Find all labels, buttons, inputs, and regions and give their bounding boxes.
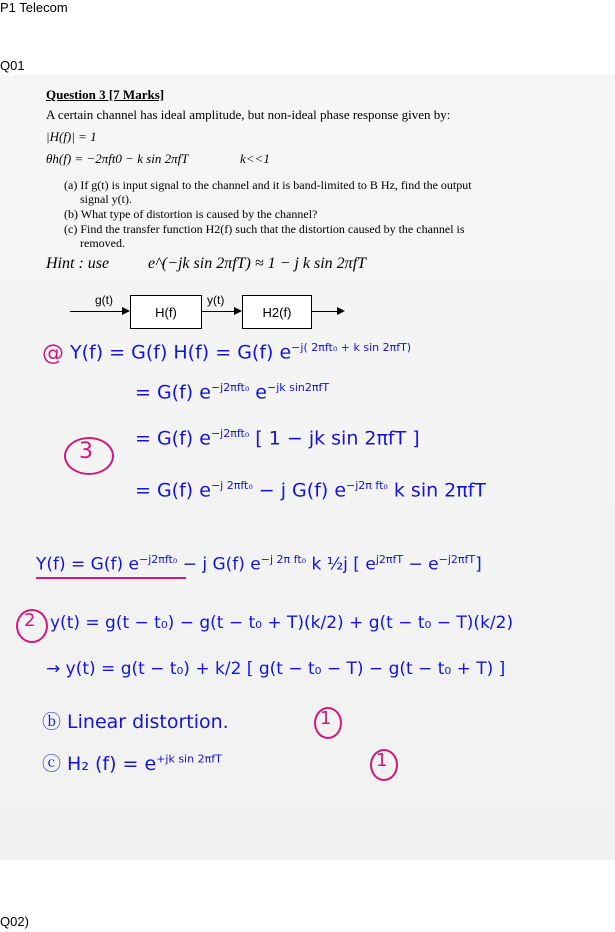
solution-line-6: y(t) = g(t − t₀) − g(t − t₀ + T)(k/2) + g(t − t₀ − T)(k/2) [50, 613, 514, 633]
mark-underline [36, 577, 186, 579]
mark-c: 1 [376, 750, 388, 771]
solution-line-4: = G(f) $e^{-j 2\pi ft_0} - j$ G(f) $e^{-j2\pi ft_0}$ k sin 2πfT [135, 479, 486, 502]
equalizer-block: H2(f) [242, 295, 312, 329]
hint-label: Hint : use [46, 255, 110, 272]
solution-line-7: → y(t) = g(t − t₀) + k/2 [ g(t − t₀ − T) − g(t − t₀ + T) ] [46, 659, 506, 679]
scanned-answer-sheet [0, 75, 615, 860]
question-title: Question 3 [7 Marks] [46, 87, 165, 102]
solution-line-2: = G(f) $e^{-j2\pi ft_0}$ $e^{-jk sin2\pi fT}$ [135, 381, 330, 404]
channel-block: H(f) [130, 295, 202, 329]
mark-b: 1 [320, 708, 332, 729]
output-signal-label: y(t) [207, 293, 225, 307]
part-a-text-cont: signal y(t). [80, 192, 132, 206]
page-header: P1 Telecom [0, 0, 68, 15]
input-arrowhead [122, 307, 130, 315]
solution-line-3: = G(f) $e^{-j2\pi ft_0}$ [ 1 − jk sin 2πfT ] [135, 427, 420, 450]
phase-condition: k<<1 [240, 151, 270, 166]
q01-label: Q01 [0, 58, 25, 73]
input-signal-label: g(t) [95, 293, 113, 307]
part-c-answer: ⓒ H₂ $(f) = e^{+jk sin 2\pi fT}$ [42, 752, 222, 775]
output-arrow-line [311, 311, 337, 312]
part-a-text: (a) If g(t) is input signal to the channel and it is band-limited to B Hz, find the output [64, 178, 472, 192]
solution-line-1: Y(f) = G(f) H(f) = G(f) $e^{-j( 2\pi ft_0 + k sin 2\pi fT)}$ [70, 341, 412, 364]
middle-arrow-line [201, 311, 234, 312]
solution-line-5: Y(f) = G(f) $e^{-j2\pi ft_0} - j$ G(f) $e^{-j 2\pi ft_0}$ k ½j [ $e^{j2\pi fT} - e^{-j2\pi fT}$] [36, 553, 482, 575]
input-arrow-line [70, 311, 122, 312]
q02-label: Q02) [0, 914, 29, 929]
output-arrowhead [337, 307, 345, 315]
part-a-marker: @ [42, 341, 64, 366]
mark-a-total: 3 [79, 439, 93, 464]
question-intro: A certain channel has ideal amplitude, but non-ideal phase response given by: [46, 107, 451, 122]
part-c-text: (c) Find the transfer function H2(f) such that the distortion caused by the channel is [64, 222, 465, 236]
middle-arrowhead [234, 307, 242, 315]
amplitude-equation: |H(f)| = 1 [46, 129, 97, 144]
phase-equation: θh(f) = −2πft0 − k sin 2πfT [46, 151, 189, 166]
mark-a-partial: 2 [24, 610, 36, 631]
hint-expression: e^(−jk sin 2πfT) ≈ 1 − j k sin 2πfT [148, 255, 367, 272]
part-b-text: (b) What type of distortion is caused by the channel? [64, 207, 318, 221]
part-c-text-cont: removed. [80, 236, 125, 250]
part-b-answer: ⓑ Linear distortion. [42, 711, 229, 733]
